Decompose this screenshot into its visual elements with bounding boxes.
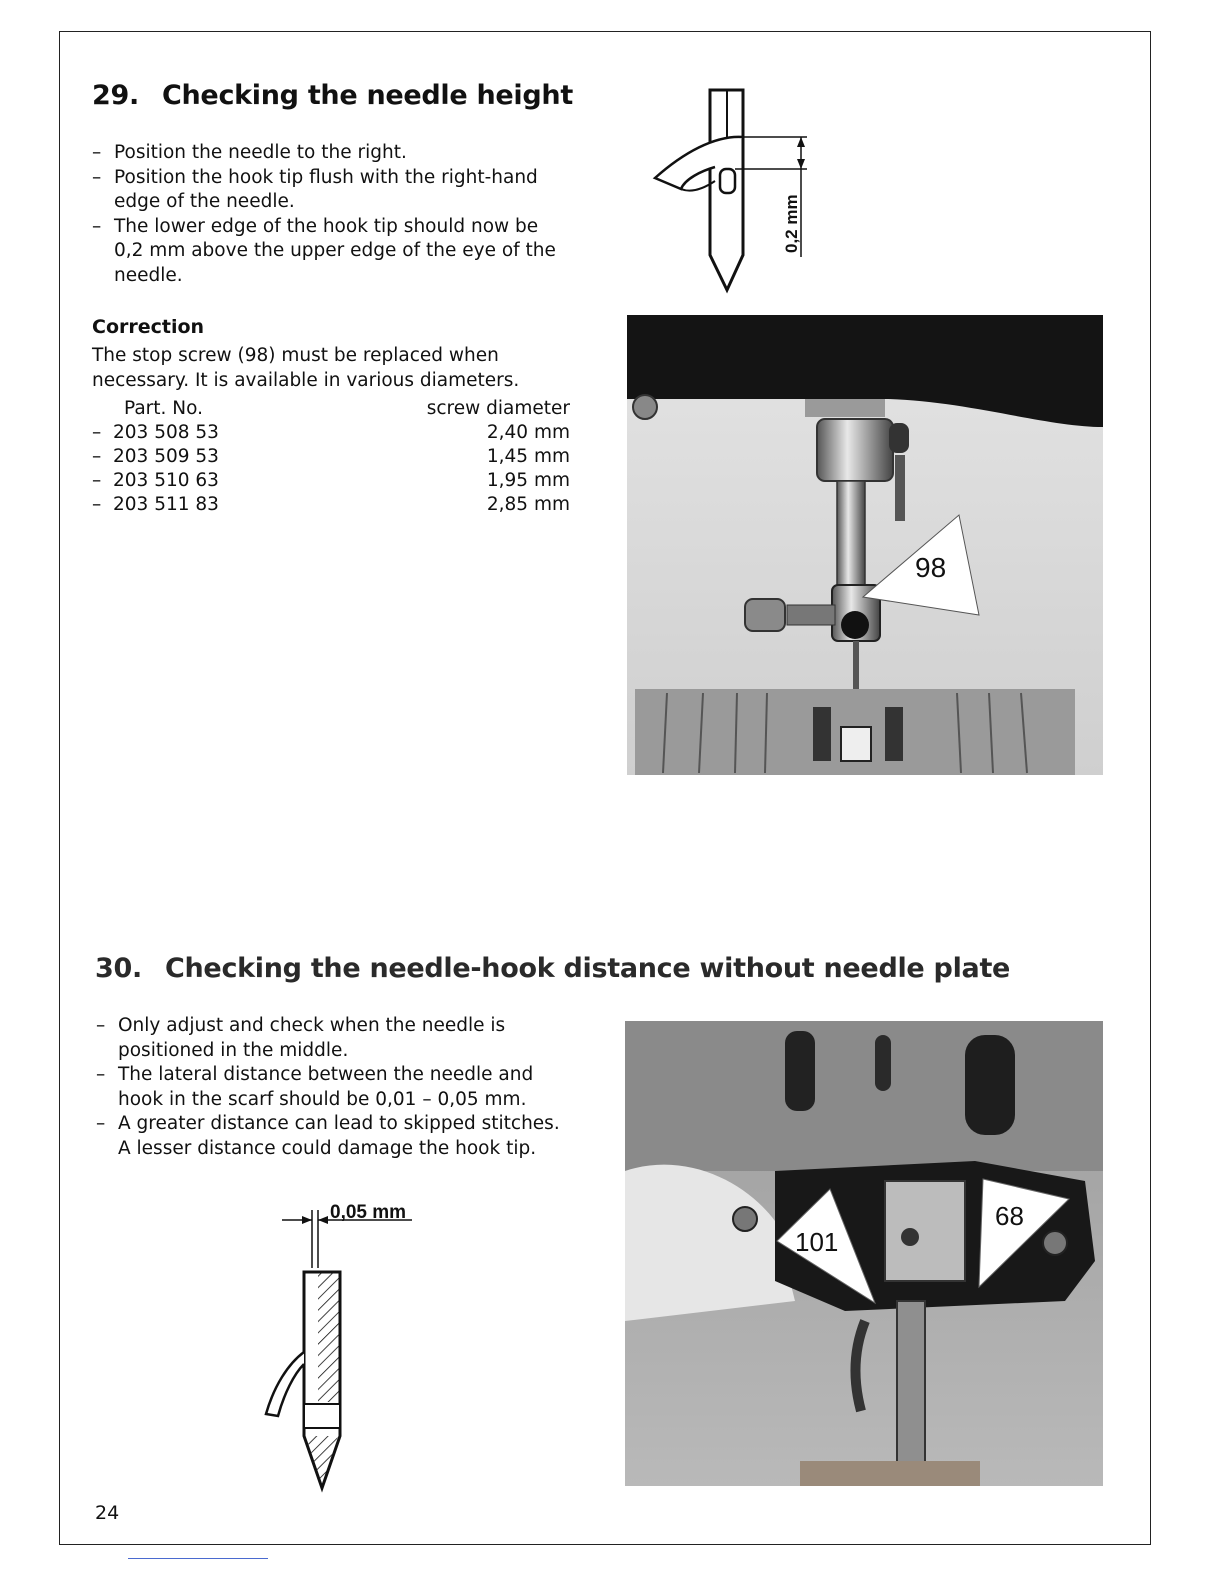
- page-number: 24: [95, 1502, 120, 1524]
- table-header-diameter: screw diameter: [426, 397, 570, 419]
- part-number: 203 509 53: [113, 445, 219, 467]
- screw-diameter: 1,95 mm: [486, 469, 570, 491]
- table-row: – 203 509 53 1,45 mm: [92, 445, 570, 467]
- table-row: – 203 508 53 2,40 mm: [92, 421, 570, 443]
- distance-label: 0,05 mm: [330, 1202, 407, 1223]
- screw-diameter: 2,40 mm: [486, 421, 570, 443]
- knurled-screw: [745, 599, 785, 631]
- distance-label: 0,2 mm: [782, 194, 801, 253]
- callout-101-label: 101: [795, 1227, 839, 1257]
- table-header-part: Part. No.: [124, 397, 203, 419]
- screw-diameter: 1,45 mm: [486, 445, 570, 467]
- callout-98-label: 98: [915, 552, 947, 583]
- section-29-title: Checking the needle height: [162, 80, 573, 111]
- part-number: 203 510 63: [113, 469, 219, 491]
- section-29-number: 29.: [92, 80, 139, 111]
- part-number: 203 508 53: [113, 421, 219, 443]
- list-item: – Only adjust and check when the needle is positioned in the middle.: [96, 1014, 576, 1063]
- list-item: – Position the hook tip flush with the right-hand edge of the needle.: [92, 166, 562, 215]
- hook-area-photo: [625, 1021, 1103, 1486]
- needle-eye: [304, 1404, 340, 1428]
- section-30-number: 30.: [95, 953, 142, 984]
- list-item: – The lower edge of the hook tip should now be 0,2 mm above the upper edge of the eye of the needle.: [92, 215, 562, 289]
- needle-hook-distance-diagram: [262, 1196, 437, 1496]
- table-row: – 203 510 63 1,95 mm: [92, 469, 570, 491]
- section-30-heading: [95, 953, 1010, 984]
- list-item: – Position the needle to the right.: [92, 141, 562, 166]
- section-29-heading: [92, 80, 573, 111]
- list-item: – A greater distance can lead to skipped stitches. A lesser distance could damage the hook tip.: [96, 1112, 576, 1161]
- correction-text: The stop screw (98) must be replaced when necessary. It is available in various diameters.: [92, 345, 520, 391]
- table-row: – 203 511 83 2,85 mm: [92, 493, 570, 515]
- section-29-steps: [92, 141, 562, 288]
- needle-bar: [837, 481, 865, 589]
- callout-68-label: 68: [995, 1201, 1024, 1231]
- needle-bar-photo: [627, 315, 1103, 775]
- table-header-row: [92, 396, 570, 420]
- parts-table: [92, 396, 570, 516]
- needle-clamp: [817, 419, 893, 481]
- screw-diameter: 2,85 mm: [486, 493, 570, 515]
- part-number: 203 511 83: [113, 493, 219, 515]
- hook-tip: [266, 1352, 304, 1416]
- section-30-title: Checking the needle-hook distance without needle plate: [165, 953, 1011, 984]
- needle-height-diagram: [645, 85, 820, 300]
- presser-bar: [897, 1301, 925, 1486]
- needle-eye: [720, 169, 735, 193]
- bottom-rule: [128, 1558, 268, 1559]
- correction-heading: Correction: [92, 316, 205, 338]
- list-item: – The lateral distance between the needle and hook in the scarf should be 0,01 – 0,05 mm.: [96, 1063, 576, 1112]
- section-30-steps: [96, 1014, 576, 1161]
